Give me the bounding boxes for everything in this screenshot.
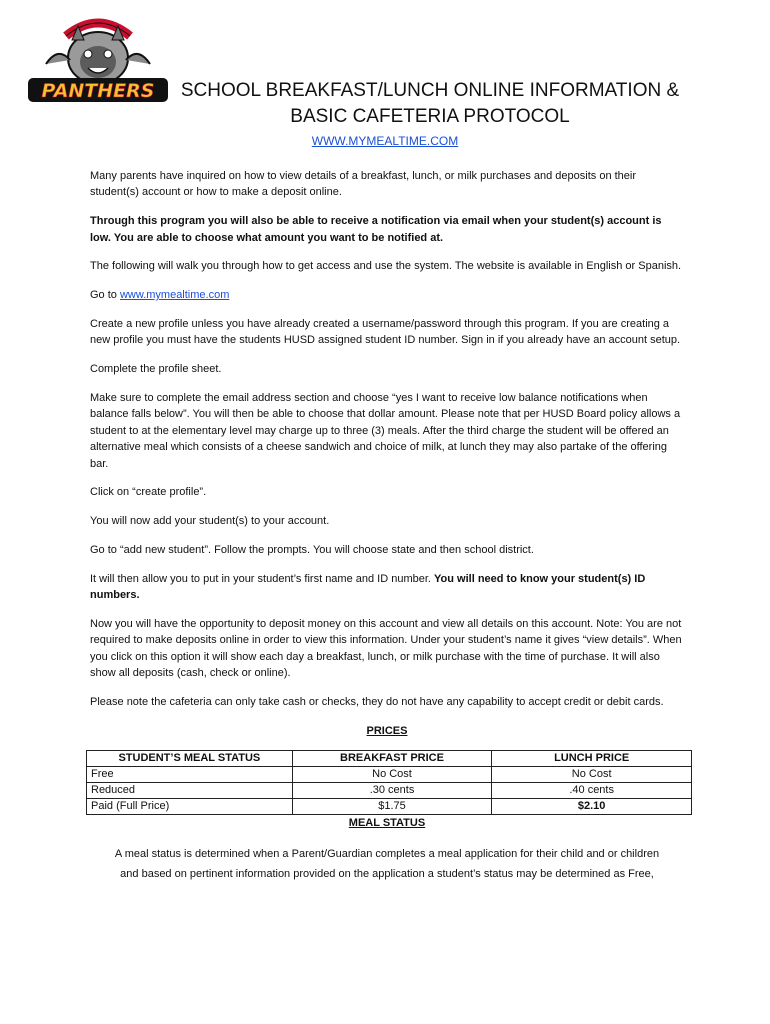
title-line-1: SCHOOL BREAKFAST/LUNCH ONLINE INFORMATION & xyxy=(180,80,680,101)
paragraph-bold xyxy=(90,213,684,246)
paragraph xyxy=(90,571,684,604)
table-cell: .40 cents xyxy=(492,783,692,799)
table-header-row xyxy=(87,751,692,767)
paragraph: Please note the cafeteria can only take cash or checks, they do not have any capability to accept credit or debit cards. xyxy=(90,696,664,709)
table-cell: Reduced xyxy=(87,783,293,799)
column-header: LUNCH PRICE xyxy=(492,751,692,767)
paragraph: Many parents have inquired on how to view details of a breakfast, lunch, or milk purchases and deposits on their student(s) account or how to make a deposit online. xyxy=(90,170,637,199)
bold-text: Through this program you will also be able to receive a notification via email when your student(s) account is low. You are able to choose what amount you want to be notified at. xyxy=(90,215,662,244)
column-header: BREAKFAST PRICE xyxy=(292,751,492,767)
meal-status-line: and based on pertinent information provided on the application a student’s status may be determined as Free, xyxy=(120,867,654,880)
paragraph: Make sure to complete the email address section and choose “yes I want to receive low balance notifications when balance falls below”. You will then be able to choose that dollar amount. Please note that per HUSD Board policy allows a student to at the elementary level may charge up to three (3) meals. After the third charge the student will be offered an alternative meal which consists of a cheese sandwich and choice of milk, at lunch they may also partake of the offering bar. xyxy=(90,392,681,470)
paragraph: Create a new profile unless you have already created a username/password through this program. If you are creating a new profile you must have the students HUSD assigned student ID number. Sign in if you already have an account setup. xyxy=(90,318,681,347)
paragraph: Complete the profile sheet. xyxy=(90,363,222,376)
table-row xyxy=(87,767,692,783)
paragraph-go-to xyxy=(90,287,684,303)
bold-text: You will need to know your student(s) ID numbers. xyxy=(90,572,646,602)
panthers-logo xyxy=(26,16,170,108)
mymealtime-link[interactable]: www.mymealtime.com xyxy=(119,289,230,302)
table-row xyxy=(87,783,692,799)
table-cell: Paid (Full Price) xyxy=(87,799,293,815)
title-line-2: BASIC CAFETERIA PROTOCOL xyxy=(290,106,570,127)
paragraph: You will now add your student(s) to your account. xyxy=(90,515,330,528)
page-title xyxy=(170,78,690,130)
table-cell: Free xyxy=(87,767,293,783)
meal-status-text xyxy=(90,844,684,884)
document-body xyxy=(90,168,684,884)
column-header: STUDENT’S MEAL STATUS xyxy=(87,751,293,767)
table-cell: $2.10 xyxy=(492,799,692,815)
table-row xyxy=(87,799,692,815)
table-cell: $1.75 xyxy=(292,799,492,815)
site-link[interactable]: WWW.MYMEALTIME.COM xyxy=(311,134,459,148)
go-to-text: Go to xyxy=(90,289,120,302)
meal-status-line: A meal status is determined when a Parent/Guardian completes a meal application for their child and or children xyxy=(114,847,660,860)
paragraph: Click on “create profile”. xyxy=(90,486,207,499)
paragraph: Now you will have the opportunity to deposit money on this account and view all details on this account. Note: You are not required to make deposits online in order to view this information. Under your student’s name it gives “view details”. When you click on this option it will show each day a breakfast, lunch, or milk purchase with the time of purchase. It will also show all deposits (cash, check or online). xyxy=(90,618,682,680)
svg-text:PANTHERS: PANTHERS xyxy=(41,80,155,102)
prices-heading: PRICES xyxy=(366,724,408,737)
paragraph: Go to “add new student”. Follow the prompts. You will choose state and then school district. xyxy=(90,544,534,557)
table-cell: No Cost xyxy=(492,767,692,783)
paragraph-text: It will then allow you to put in your student’s first name and ID number. xyxy=(90,572,435,585)
table-cell: No Cost xyxy=(292,767,492,783)
meal-status-heading: MEAL STATUS xyxy=(348,817,426,830)
prices-table xyxy=(86,750,692,815)
paragraph: The following will walk you through how to get access and use the system. The website is available in English or Spanish. xyxy=(90,260,682,273)
table-cell: .30 cents xyxy=(292,783,492,799)
